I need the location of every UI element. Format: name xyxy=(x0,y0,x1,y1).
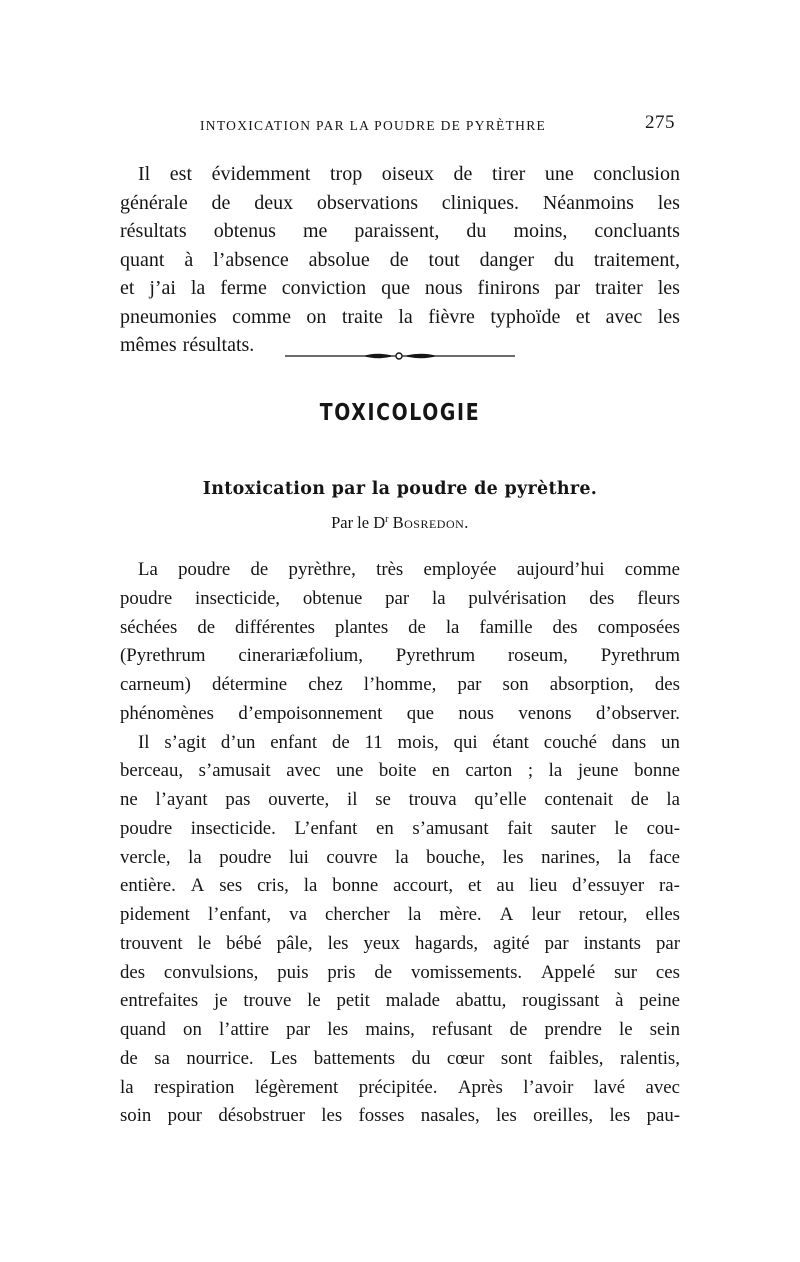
text-line: pneumonies comme on traite la fièvre typhoïde et avec les xyxy=(120,305,680,328)
text-line: vercle, la poudre lui couvre la bouche, les narines, la face xyxy=(120,846,680,868)
article-title: Intoxication par la poudre de pyrèthre. xyxy=(202,479,598,499)
text-line: soin pour désobstruer les fosses nasales, les oreilles, les pau- xyxy=(120,1105,680,1127)
text-line: trouvent le bébé pâle, les yeux hagards, agité par instants par xyxy=(120,932,680,954)
section-title: TOXICOLOGIE xyxy=(319,400,481,426)
text-line: entrefaites je trouve le petit malade abattu, rougissant à peine xyxy=(120,990,680,1012)
text-line: générale de deux observations cliniques. Néanmoins les xyxy=(120,191,680,214)
article-body xyxy=(120,556,680,1131)
text-line: résultats obtenus me paraissent, du moins, concluants xyxy=(120,220,680,242)
byline xyxy=(0,513,800,533)
text-line: poudre insecticide. L’enfant en s’amusant fait sauter le cou- xyxy=(120,817,680,839)
text-line: carneum) détermine chez l’homme, par son absorption, des xyxy=(120,674,680,695)
text-line: La poudre de pyrèthre, très employée aujourd’hui comme xyxy=(138,559,680,580)
intro-paragraph xyxy=(120,160,680,360)
page-number: 275 xyxy=(645,112,675,133)
text-line: de sa nourrice. Les battements du cœur sont faibles, ralentis, xyxy=(120,1047,680,1069)
text-line: des convulsions, puis pris de vomissements. Appelé sur ces xyxy=(120,961,680,983)
text-line: et j’ai la ferme conviction que nous finirons par traiter les xyxy=(120,277,680,299)
text-line: Il est évidemment trop oiseux de tirer une conclusion xyxy=(138,163,680,185)
text-line: quand on l’attire par les mains, refusant de prendre le sein xyxy=(120,1019,680,1040)
text-line: la respiration légèrement précipitée. Après l’avoir lavé avec xyxy=(120,1076,680,1098)
ornamental-separator xyxy=(285,352,515,360)
text-line: quant à l’absence absolue de tout danger du traitement, xyxy=(120,248,680,271)
text-line: phénomènes d’empoisonnement que nous venons d’observer. xyxy=(120,702,680,724)
text-line: (Pyrethrum cinerariæfolium, Pyrethrum roseum, Pyrethrum xyxy=(120,645,680,667)
text-line: pidement l’enfant, va chercher la mère. A leur retour, elles xyxy=(120,904,680,925)
byline-prefix: Par le D xyxy=(331,513,386,532)
text-line: berceau, s’amusait avec une boite en carton ; la jeune bonne xyxy=(120,760,680,782)
text-line: séchées de différentes plantes de la famille des composées xyxy=(120,616,680,638)
byline-superscript: r xyxy=(385,514,389,525)
text-line: Il s’agit d’un enfant de 11 mois, qui étant couché dans un xyxy=(138,731,680,753)
text-line: poudre insecticide, obtenue par la pulvérisation des fleurs xyxy=(120,587,680,609)
text-line: ne l’ayant pas ouverte, il se trouva qu’elle contenait de la xyxy=(120,789,680,810)
running-head: INTOXICATION PAR LA POUDRE DE PYRÈTHRE xyxy=(200,118,547,133)
byline-author: Bosredon. xyxy=(392,513,469,532)
text-line: mêmes résultats. xyxy=(120,334,255,356)
text-line: entière. A ses cris, la bonne accourt, et au lieu d’essuyer ra- xyxy=(120,875,680,897)
